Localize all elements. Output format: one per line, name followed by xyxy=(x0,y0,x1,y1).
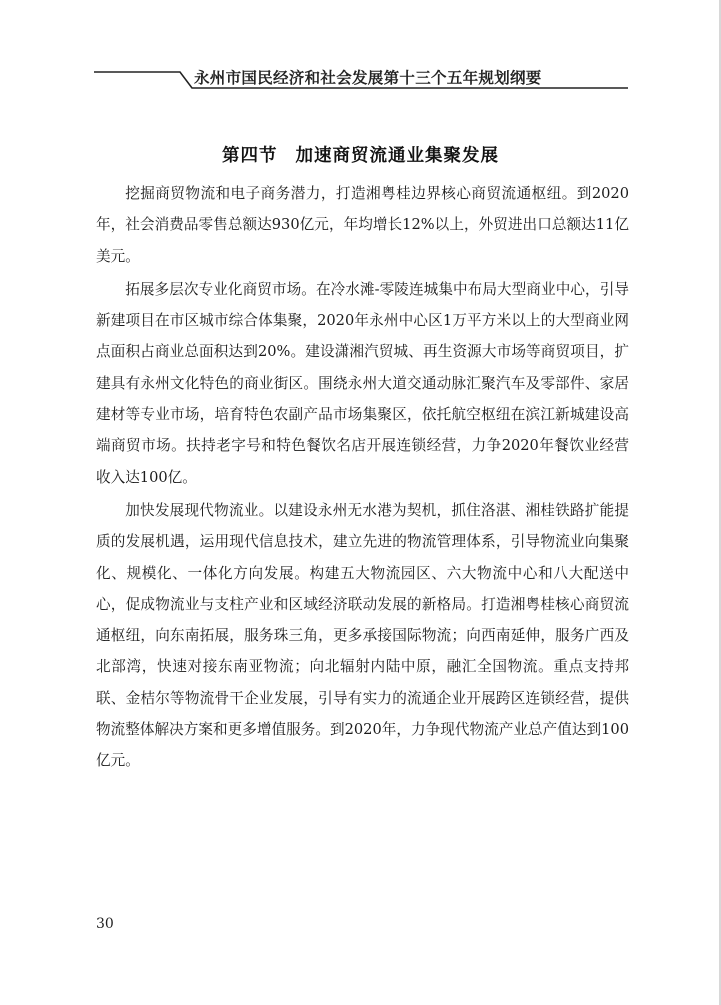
section-number: 第四节 xyxy=(222,146,278,166)
paragraph-text: 在冷水滩-零陵连城集中布局大型商业中心，引导新建项目在市区城市综合体集聚，2020年永州中心区1万平方米以上的大型商业网点面积占商业总面积达到20%。建设潇湘汽贸城、再生资源大市场等商贸项目，扩建具有永州文化特色的商业街区。围绕永州大道交通动脉汇聚汽车及零部件、家居建材等专业市场，培育特色农副产品市场集聚区，依托航空枢纽在滨江新城建设高端商贸市场。扶持老字号和特色餐饮名店开展连锁经营，力争2020年餐饮业经营收入达100亿。 xyxy=(96,280,629,486)
section-heading xyxy=(0,142,721,167)
running-header-title: 永州市国民经济和社会发展第十三个五年规划纲要 xyxy=(194,68,542,87)
paragraph-1 xyxy=(96,178,629,272)
header-rule xyxy=(0,0,721,110)
paragraph-text: 挖掘商贸物流和电子商务潜力，打造湘粤桂边界核心商贸流通枢纽。到2020年，社会消费品零售总额达930亿元，年均增长12%以上，外贸进出口总额达11亿美元。 xyxy=(96,185,629,265)
paragraph-text: 以建设永州无水港为契机，抓住洛湛、湘桂铁路扩能提质的发展机遇，运用现代信息技术，建立先进的物流管理体系，引导物流业向集聚化、规模化、一体化方向发展。构建五大物流园区、六大物流中心和八大配送中心，促成物流业与支柱产业和区域经济联动发展的新格局。打造湘粤桂核心商贸流通枢纽，向东南拓展，服务珠三角，更多承接国际物流；向西南延伸，服务广西及北部湾，快速对接东南亚物流；向北辐射内陆中原，融汇全国物流。重点支持邦联、金桔尔等物流骨干企业发展，引导有实力的流通企业开展跨区连锁经营，提供物流整体解决方案和更多增值服务。到2020年，力争现代物流产业总产值达到100亿元。 xyxy=(96,501,629,770)
page-number: 30 xyxy=(96,916,114,932)
body-text xyxy=(96,178,629,777)
paragraph-lead: 加快发展现代物流业。 xyxy=(125,501,274,519)
paragraph-lead: 拓展多层次专业化商贸市场。 xyxy=(125,280,316,298)
paragraph-3 xyxy=(96,495,629,777)
paragraph-2 xyxy=(96,274,629,493)
section-title: 加速商贸流通业集聚发展 xyxy=(295,146,499,166)
